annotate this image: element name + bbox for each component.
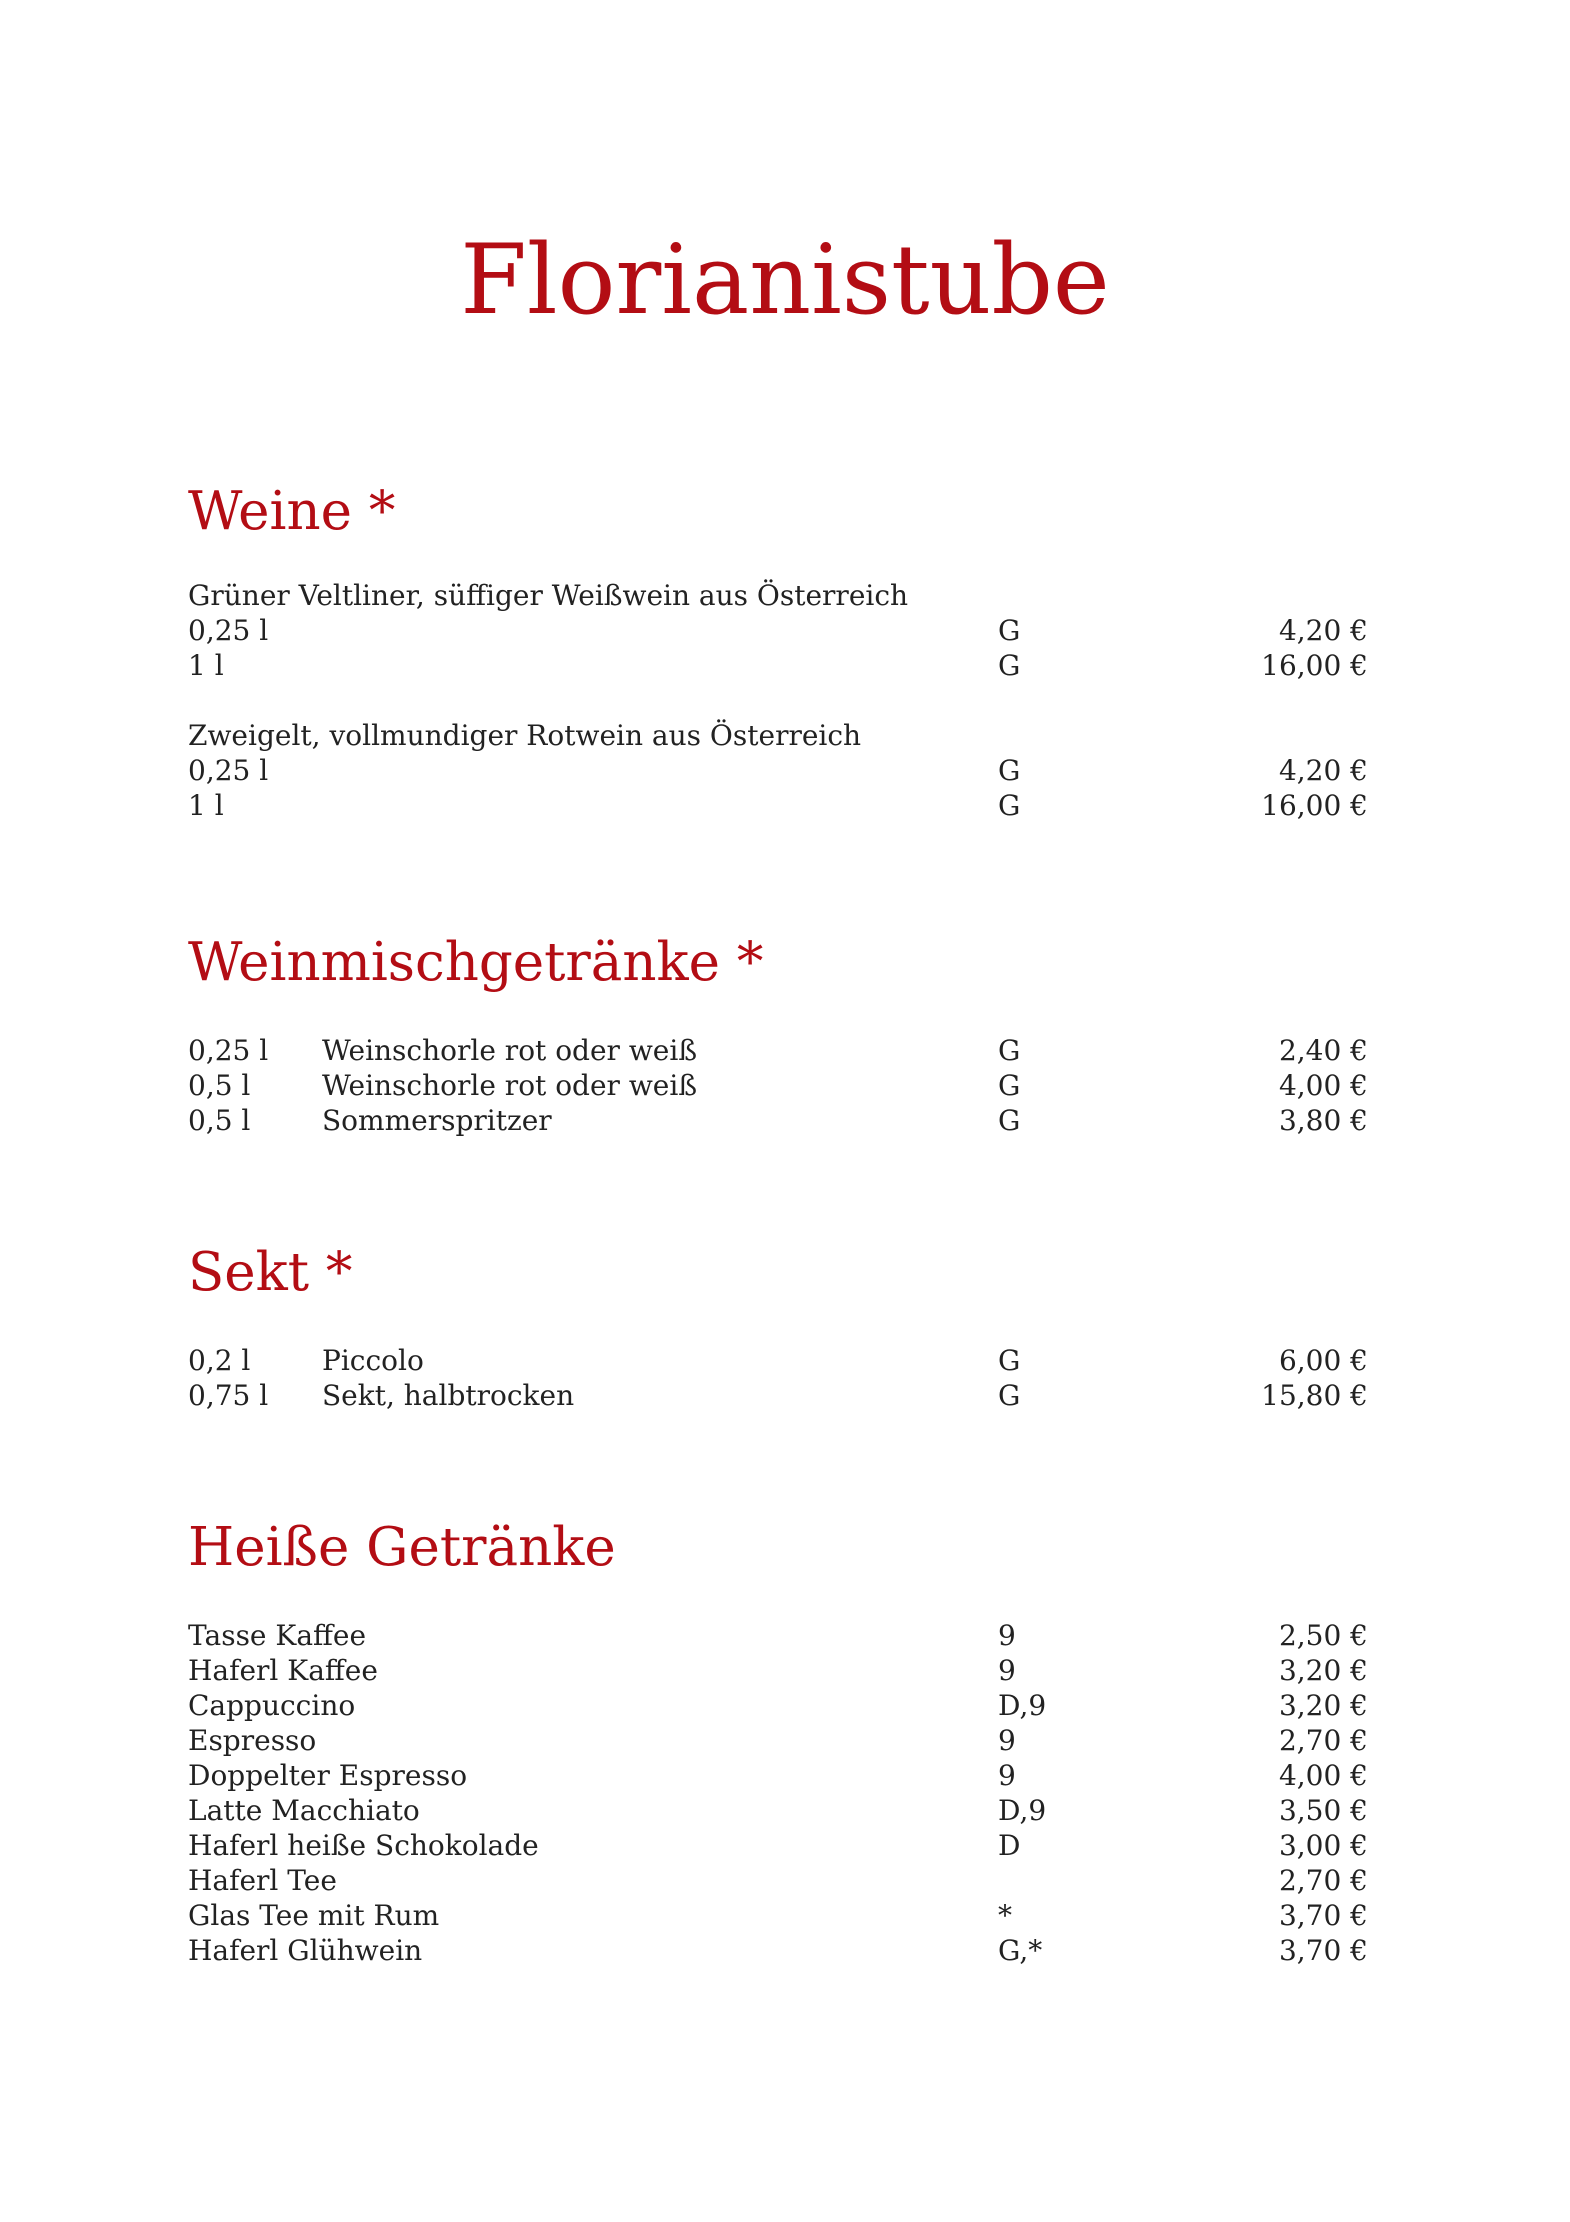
item-name: Weinschorle rot oder weiß [322,1034,698,1067]
volume: 0,2 l [188,1344,251,1377]
menu-row [188,1863,1368,1898]
item-name: Weinschorle rot oder weiß [322,1069,698,1102]
menu-row [188,1103,1368,1138]
item-name: Cappuccino [188,1689,356,1722]
menu-row [188,1758,1368,1793]
price: 2,40 € [1278,1034,1368,1067]
volume: 0,25 l [188,754,269,787]
menu-row [188,1068,1368,1103]
price: 4,00 € [1278,1069,1368,1102]
menu-row [188,1033,1368,1068]
item-list [188,1033,1368,1138]
section-weine [188,482,1368,823]
price: 2,70 € [1278,1724,1368,1757]
allergen-code: G [998,1034,1021,1067]
menu-row [188,788,1368,823]
item-list [188,1618,1368,1968]
section-heading-heisse-getraenke: Heiße Getränke [188,1517,616,1578]
volume: 0,25 l [188,614,269,647]
price: 3,80 € [1278,1104,1368,1137]
menu-row [188,753,1368,788]
menu-row [188,1688,1368,1723]
allergen-code: 9 [998,1619,1016,1652]
allergen-code: G [998,614,1021,647]
item-name: Haferl Tee [188,1864,337,1897]
allergen-code: G [998,1379,1021,1412]
price: 3,20 € [1278,1689,1368,1722]
price: 6,00 € [1278,1344,1368,1377]
allergen-code: G [998,1104,1021,1137]
volume: 0,5 l [188,1069,251,1102]
menu-row [188,1653,1368,1688]
wine-list [188,578,1368,823]
item-name: Sekt, halbtrocken [322,1379,575,1412]
menu-row [188,613,1368,648]
item-name: Haferl Glühwein [188,1934,423,1967]
price: 16,00 € [1261,649,1368,682]
item-name: Haferl heiße Schokolade [188,1829,539,1862]
allergen-code: D [998,1829,1021,1862]
menu-row [188,1618,1368,1653]
item-name: Piccolo [322,1344,424,1377]
menu-row [188,648,1368,683]
allergen-code: G [998,649,1021,682]
item-name: Tasse Kaffee [188,1619,367,1652]
volume: 0,5 l [188,1104,251,1137]
menu-row [188,1343,1368,1378]
allergen-code: D,9 [998,1689,1047,1722]
item-name: Doppelter Espresso [188,1759,468,1792]
allergen-code: G [998,754,1021,787]
item-name: Espresso [188,1724,317,1757]
wine-name: Grüner Veltliner, süffiger Weißwein aus Österreich [188,579,909,612]
price: 3,70 € [1278,1934,1368,1967]
volume: 1 l [188,789,224,822]
allergen-code: G [998,789,1021,822]
item-name: Glas Tee mit Rum [188,1899,440,1932]
allergen-code: G,* [998,1934,1043,1967]
section-sekt [188,1243,1368,1413]
price: 2,70 € [1278,1864,1368,1897]
price: 4,00 € [1278,1759,1368,1792]
wine-name: Zweigelt, vollmundiger Rotwein aus Österreich [188,719,862,752]
item-list [188,1343,1368,1413]
allergen-code: G [998,1344,1021,1377]
volume: 0,75 l [188,1379,269,1412]
volume: 0,25 l [188,1034,269,1067]
page-title: Florianistube [460,224,1110,336]
menu-row [188,1793,1368,1828]
volume: 1 l [188,649,224,682]
menu-row [188,1898,1368,1933]
allergen-code: 9 [998,1724,1016,1757]
price: 4,20 € [1278,614,1368,647]
menu-row [188,1933,1368,1968]
allergen-code: 9 [998,1654,1016,1687]
allergen-code: 9 [998,1759,1016,1792]
menu-row [188,1378,1368,1413]
section-heading-weinmischgetraenke: Weinmischgetränke * [188,932,764,993]
price: 3,00 € [1278,1829,1368,1862]
price: 3,20 € [1278,1654,1368,1687]
menu-row [188,1723,1368,1758]
section-heisse-getraenke [188,1518,1368,1968]
menu-row [188,1828,1368,1863]
section-weinmischgetraenke [188,933,1368,1138]
price: 3,70 € [1278,1899,1368,1932]
allergen-code: D,9 [998,1794,1047,1827]
price: 3,50 € [1278,1794,1368,1827]
price: 2,50 € [1278,1619,1368,1652]
section-heading-weine: Weine * [188,481,396,542]
item-name: Haferl Kaffee [188,1654,378,1687]
price: 15,80 € [1261,1379,1368,1412]
allergen-code: G [998,1069,1021,1102]
price: 4,20 € [1278,754,1368,787]
price: 16,00 € [1261,789,1368,822]
allergen-code: * [998,1899,1012,1932]
item-name: Sommerspritzer [322,1104,552,1137]
section-heading-sekt: Sekt * [188,1242,353,1303]
item-name: Latte Macchiato [188,1794,420,1827]
